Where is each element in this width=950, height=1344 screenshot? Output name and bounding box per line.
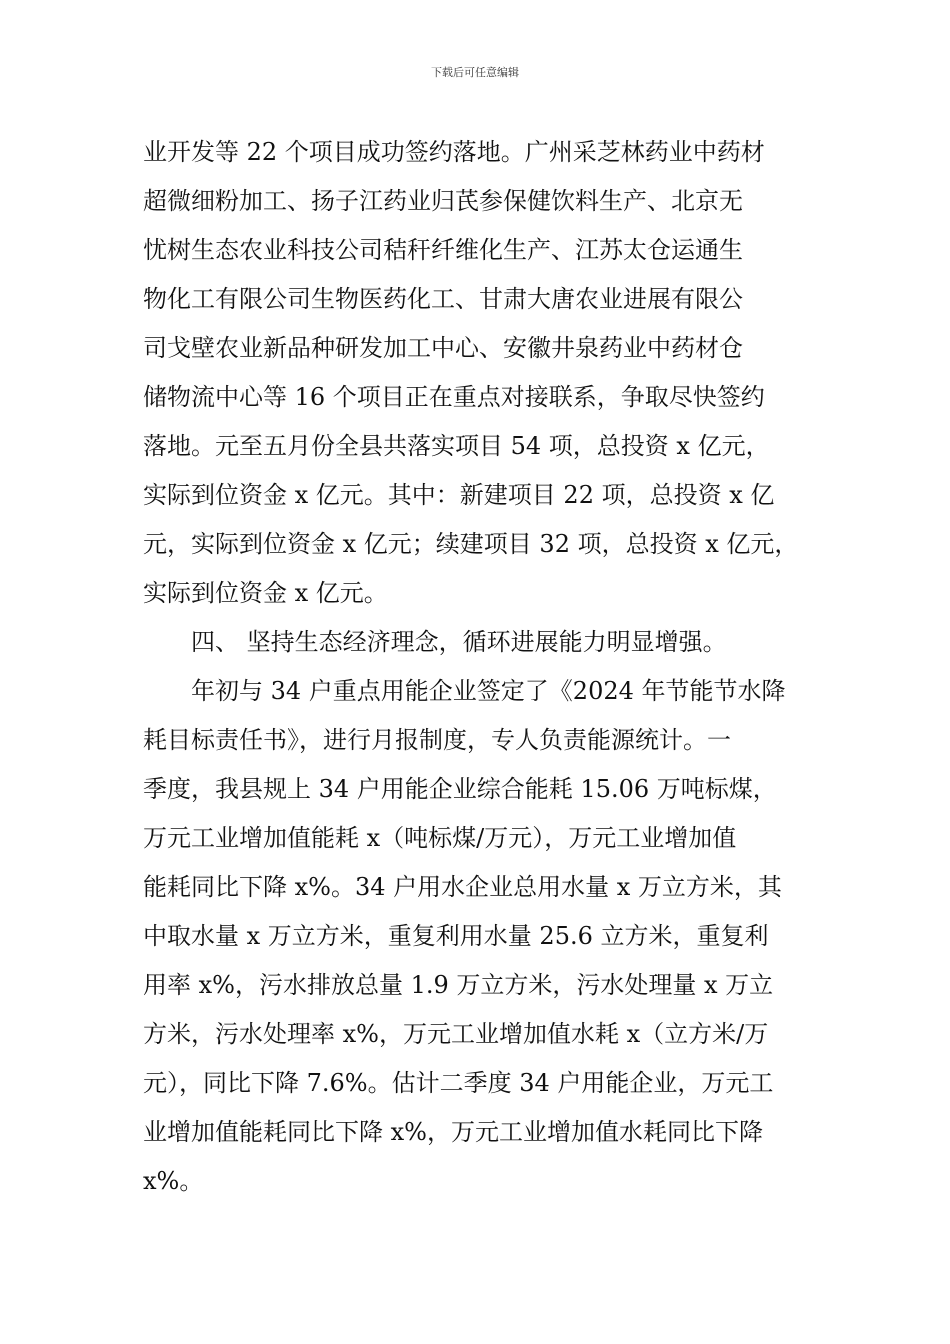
text-line: 年初与 34 户重点用能企业签定了《2024 年节能节水降 bbox=[191, 677, 786, 705]
text-line: 落地。元至五月份全县共落实项目 54 项，总投资 x 亿元， bbox=[143, 432, 770, 460]
page-header: 下载后可任意编辑 bbox=[431, 66, 519, 79]
text-line: 耗目标责任书》，进行月报制度，专人负责能源统计。一 bbox=[143, 726, 731, 754]
text-line: 超微细粉加工、扬子江药业归芪参保健饮料生产、北京无 bbox=[143, 187, 743, 215]
text-line: 用率 x%，污水排放总量 1.9 万立方米，污水处理量 x 万立 bbox=[143, 971, 774, 999]
text-line: 万元工业增加值能耗 x（吨标煤/万元），万元工业增加值 bbox=[143, 824, 737, 852]
text-line: 储物流中心等 16 个项目正在重点对接联系，争取尽快签约 bbox=[143, 383, 765, 411]
text-line: 实际到位资金 x 亿元。其中：新建项目 22 项，总投资 x 亿 bbox=[143, 481, 775, 509]
text-line: 物化工有限公司生物医药化工、甘肃大唐农业进展有限公 bbox=[143, 285, 743, 313]
text-line: 季度，我县规上 34 户用能企业综合能耗 15.06 万吨标煤， bbox=[143, 775, 777, 803]
document-body bbox=[143, 128, 807, 1206]
heading-line: 四、 坚持生态经济理念，循环进展能力明显增强。 bbox=[191, 628, 727, 656]
text-line: 实际到位资金 x 亿元。 bbox=[143, 579, 388, 607]
paragraph-energy bbox=[143, 667, 807, 1206]
text-line: 司戈壁农业新品种研发加工中心、安徽井泉药业中药材仓 bbox=[143, 334, 743, 362]
text-line: 忧树生态农业科技公司秸秆纤维化生产、江苏太仓运通生 bbox=[143, 236, 743, 264]
paragraph-projects bbox=[143, 128, 807, 618]
text-line: 业开发等 22 个项目成功签约落地。广州采芝林药业中药材 bbox=[143, 138, 765, 166]
text-line: 业增加值能耗同比下降 x%，万元工业增加值水耗同比下降 bbox=[143, 1118, 763, 1146]
text-line: 元，实际到位资金 x 亿元；续建项目 32 项，总投资 x 亿元， bbox=[143, 530, 799, 558]
text-line: 中取水量 x 万立方米，重复利用水量 25.6 立方米，重复利 bbox=[143, 922, 769, 950]
text-line: x%。 bbox=[143, 1167, 204, 1195]
text-line: 方米，污水处理率 x%，万元工业增加值水耗 x（立方米/万 bbox=[143, 1020, 769, 1048]
text-line: 能耗同比下降 x%。34 户用水企业总用水量 x 万立方米，其 bbox=[143, 873, 782, 901]
text-line: 元），同比下降 7.6%。估计二季度 34 户用能企业，万元工 bbox=[143, 1069, 774, 1097]
section-heading bbox=[143, 618, 807, 667]
